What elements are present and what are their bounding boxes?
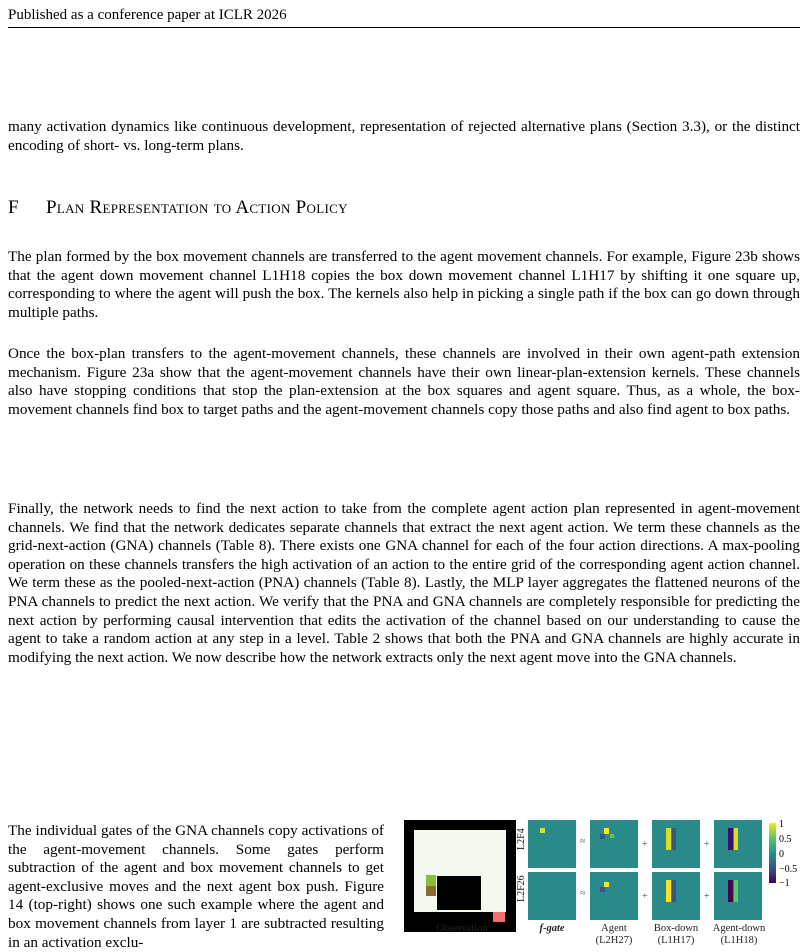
row-label-bottom: L2F26 bbox=[516, 875, 527, 902]
heatmap-agentdown-bottom bbox=[714, 872, 762, 920]
heat-cell bbox=[600, 887, 605, 892]
heatmap-boxdown-top bbox=[652, 820, 700, 868]
caption-fgate: f-gate bbox=[539, 923, 565, 934]
paragraph-3: Finally, the network needs to find the next action to take from the complete agent action plan represented in agent-movement channels. We find that the network dedicates separate channels that extract the next agent action. We term these channels as the grid-next-action (GNA) channels (Table 8). There exists one GNA channel for each of the four action directions. A max-pooling operation on these channels transfers the high activation of an action to the entire grid of the corresponding agent action channel. We term these as the pooled-next-action (PNA) channels (Table 8). Lastly, the MLP layer aggregates the flattened neurons of the PNA channels to predict the next action. We verify that the PNA and GNA channels are completely responsible for predicting the next action by performing causal intervention that edits the activation of the channel based on our understanding to cause the agent to take a random action at any step in a level. Table 2 shows that both the PNA and GNA channels are highly accurate in modifying the next action. We now describe how the network extracts only the next agent move into the GNA channels. bbox=[8, 500, 800, 666]
caption-agentdown: Agent-down bbox=[712, 923, 766, 934]
section-number: F bbox=[8, 197, 19, 218]
operator-plus-top-2: + bbox=[704, 839, 710, 850]
header-rule bbox=[8, 27, 800, 28]
caption-agent: Agent bbox=[601, 923, 627, 934]
paragraph-2: Once the box-plan transfers to the agent-movement channels, these channels are involved in their own agent-path extension mechanism. Figure 23a show that the agent-movement channels have their own linear-plan-extension kernels. These channels also have stopping conditions that stop the plan-extension at the box squares and agent square. Thus, as a whole, the box-movement channels find box to target paths and the agent-movement channels copy those paths and also find agent to box paths. bbox=[8, 345, 800, 418]
colorbar-tick: −1 bbox=[779, 878, 790, 889]
page-header: Published as a conference paper at ICLR 2026 bbox=[8, 7, 287, 23]
figure bbox=[404, 819, 804, 946]
heatmap-agent-bottom bbox=[590, 872, 638, 920]
observation-image bbox=[404, 820, 516, 932]
colorbar bbox=[769, 823, 776, 883]
heatmap-boxdown-bottom bbox=[652, 872, 700, 920]
heat-cell bbox=[666, 828, 671, 850]
heat-cell bbox=[600, 834, 605, 839]
colorbar-tick: 0.5 bbox=[779, 834, 792, 845]
colorbar-tick: 0 bbox=[779, 849, 784, 860]
operator-plus-bottom-1: + bbox=[642, 891, 648, 902]
paragraph-1: The plan formed by the box movement channels are transferred to the agent movement channels. For example, Figure 23b shows that the agent down movement channel L1H18 copies the box down movement channel L1H17 by shifting it one square up, corresponding to where the agent will push the box. The kernels also help in picking a single path if the box can go down through multiple paths. bbox=[8, 248, 800, 321]
operator-plus-top-1: + bbox=[642, 839, 648, 850]
heatmap-fgate-top bbox=[528, 820, 576, 868]
heatmap-agentdown-top bbox=[714, 820, 762, 868]
caption-agentdown-sub: (L1H18) bbox=[720, 935, 758, 946]
heat-cell bbox=[540, 828, 545, 833]
section-heading bbox=[8, 197, 348, 219]
heat-cell bbox=[728, 880, 733, 902]
observation-target bbox=[493, 912, 505, 922]
operator-plus-bottom-2: + bbox=[704, 891, 710, 902]
heat-cell bbox=[734, 828, 738, 850]
caption-boxdown-sub: (L1H17) bbox=[657, 935, 695, 946]
paragraph-intro: many activation dynamics like continuous development, representation of rejected alternative plans (Section 3.3), or the distinct encoding of short- vs. long-term plans. bbox=[8, 118, 800, 154]
heat-cell bbox=[734, 880, 738, 902]
heat-cell bbox=[672, 880, 676, 902]
operator-approx-bottom: ≈ bbox=[580, 888, 586, 899]
heat-cell bbox=[672, 828, 676, 850]
paragraph-4: The individual gates of the GNA channels copy activations of the agent-movement channels. Some gates perform subtraction of the agent and box movement channels to get agent-exclusive moves and the next agent box push. Figure 14 (top-right) shows one such example where the agent and box movement channels from layer 1 are subtracted resulting in an activation exclu- bbox=[8, 822, 384, 951]
operator-approx-top: ≈ bbox=[580, 836, 586, 847]
heat-cell bbox=[728, 828, 733, 850]
caption-agent-sub: (L2H27) bbox=[595, 935, 633, 946]
observation-agent bbox=[426, 875, 436, 886]
row-label-top: L2F4 bbox=[516, 828, 527, 850]
observation-agent-shadow bbox=[426, 886, 436, 896]
heatmap-fgate-bottom bbox=[528, 872, 576, 920]
heat-cell bbox=[610, 834, 614, 838]
heat-cell bbox=[666, 880, 671, 902]
colorbar-tick: −0.5 bbox=[779, 864, 798, 875]
caption-boxdown: Box-down bbox=[653, 923, 699, 934]
caption-observation: Observation bbox=[436, 923, 488, 934]
observation-box bbox=[437, 876, 481, 910]
colorbar-tick: 1 bbox=[779, 819, 784, 830]
heatmap-agent-top bbox=[590, 820, 638, 868]
section-title-text: Plan Representation to Action Policy bbox=[46, 197, 348, 218]
